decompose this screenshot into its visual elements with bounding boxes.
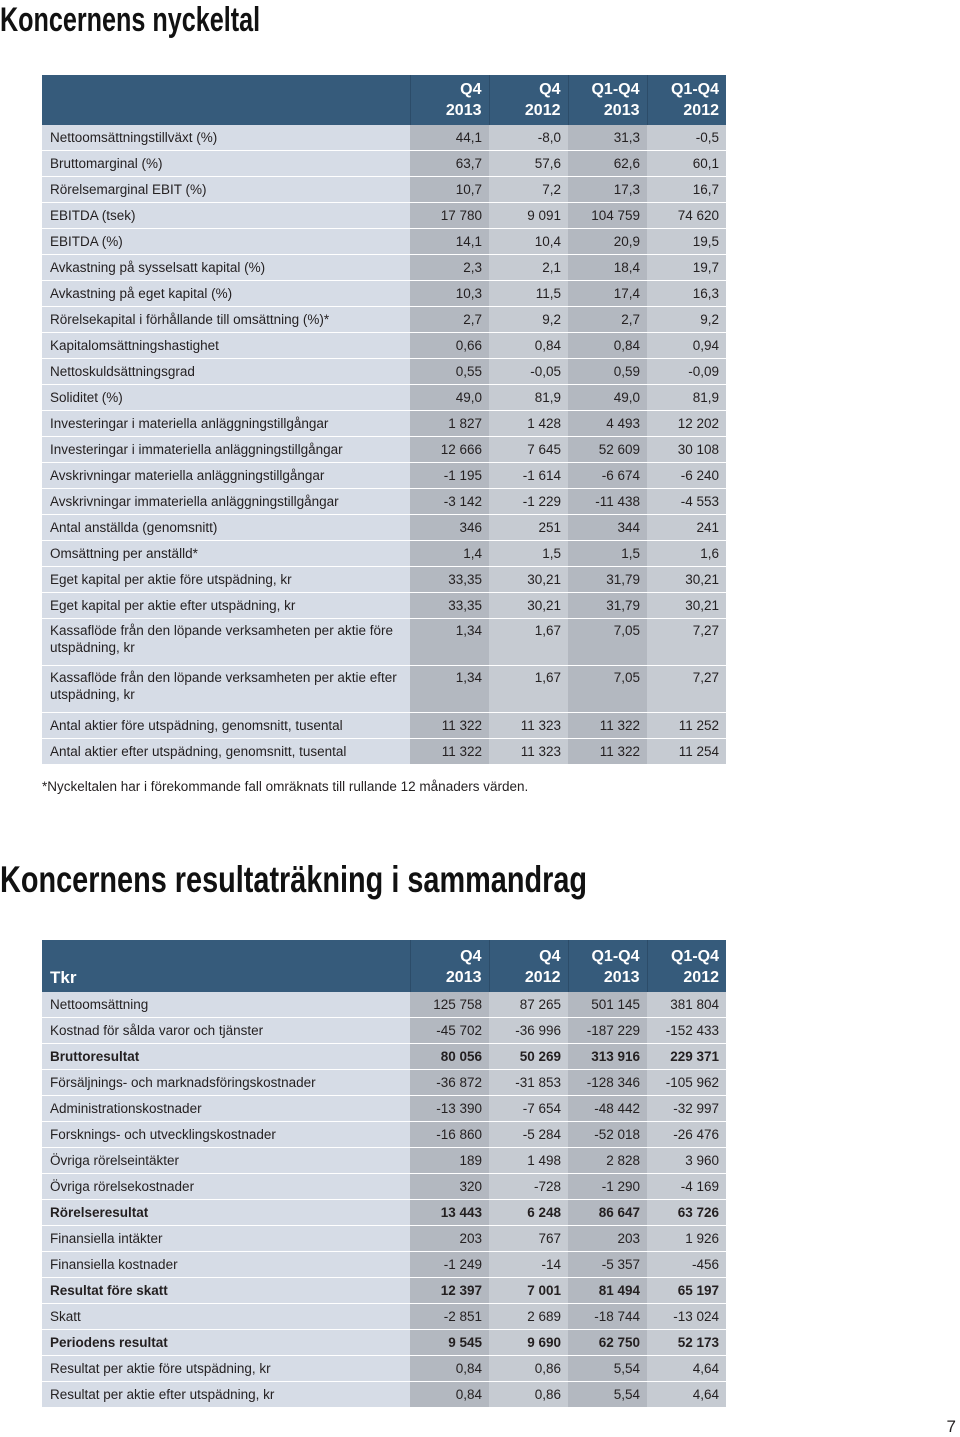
value-cell: -48 442 [568,1096,647,1122]
value-cell: -31 853 [489,1070,568,1096]
row-label: Nettoomsättningstillväxt (%) [42,125,410,151]
value-cell: 0,84 [568,333,647,359]
value-cell: -26 476 [647,1122,726,1148]
row-label: Antal aktier efter utspädning, genomsnitt, tusental [42,739,410,765]
row-label: Kassaflöde från den löpande verksamheten per aktie före utspädning, kr [42,619,410,666]
value-cell: 33,35 [410,593,489,619]
value-cell: -1 290 [568,1174,647,1200]
value-cell: 0,66 [410,333,489,359]
value-cell: 16,7 [647,177,726,203]
value-cell: 1,4 [410,541,489,567]
key-figure-row [42,515,726,541]
value-cell: -5 357 [568,1252,647,1278]
value-cell: 7,05 [568,619,647,666]
key-figure-row [42,666,726,713]
value-cell: 62 750 [568,1330,647,1356]
key-figure-row [42,541,726,567]
row-label: Bruttomarginal (%) [42,151,410,177]
value-cell: 2,3 [410,255,489,281]
value-cell: 14,1 [410,229,489,255]
value-cell: 7,27 [647,666,726,713]
value-cell: 1,34 [410,619,489,666]
value-cell: 11 322 [410,739,489,765]
value-cell: 65 197 [647,1278,726,1304]
key-figures-header-row [42,75,726,125]
row-label: Eget kapital per aktie efter utspädning, kr [42,593,410,619]
value-cell: -18 744 [568,1304,647,1330]
value-cell: 17 780 [410,203,489,229]
value-cell: 30,21 [489,567,568,593]
key-figure-row [42,359,726,385]
value-cell: 17,4 [568,281,647,307]
value-cell: 52 609 [568,437,647,463]
key-figure-row [42,463,726,489]
value-cell: 11 322 [568,713,647,739]
row-label: Soliditet (%) [42,385,410,411]
row-label: Avskrivningar immateriella anläggningstillgångar [42,489,410,515]
value-cell: 4,64 [647,1356,726,1382]
value-cell: -16 860 [410,1122,489,1148]
value-cell: 0,86 [489,1356,568,1382]
value-cell: 4,64 [647,1382,726,1408]
row-label: Avkastning på eget kapital (%) [42,281,410,307]
row-label: Övriga rörelsekostnader [42,1174,410,1200]
row-label: Kapitalomsättningshastighet [42,333,410,359]
value-cell: 74 620 [647,203,726,229]
value-cell: 7,27 [647,619,726,666]
income-row [42,1174,726,1200]
value-cell: 5,54 [568,1382,647,1408]
value-cell: -0,5 [647,125,726,151]
row-label: EBITDA (%) [42,229,410,255]
value-cell: -4 169 [647,1174,726,1200]
column-header: Q4 2012 [489,75,568,125]
value-cell: 30 108 [647,437,726,463]
value-cell: 33,35 [410,567,489,593]
value-cell: 10,3 [410,281,489,307]
value-cell: 203 [568,1226,647,1252]
value-cell: 1,67 [489,666,568,713]
value-cell: 17,3 [568,177,647,203]
value-cell: 12 666 [410,437,489,463]
column-header: Q4 2012 [489,940,568,992]
row-label: Rörelseresultat [42,1200,410,1226]
value-cell: 381 804 [647,992,726,1018]
key-figure-row [42,255,726,281]
value-cell: 31,79 [568,567,647,593]
footnote: *Nyckeltalen har i förekommande fall omräknats till rullande 12 månaders värden. [42,779,529,794]
value-cell: 57,6 [489,151,568,177]
value-cell: 2 828 [568,1148,647,1174]
key-figure-row [42,151,726,177]
value-cell: 10,4 [489,229,568,255]
value-cell: 31,3 [568,125,647,151]
row-label: Forsknings- och utvecklingskostnader [42,1122,410,1148]
income-statement-header-row [42,940,726,992]
value-cell: 12 202 [647,411,726,437]
column-header: Q1-Q4 2013 [568,75,647,125]
value-cell: 346 [410,515,489,541]
value-cell: -187 229 [568,1018,647,1044]
key-figure-row [42,125,726,151]
value-cell: 11 323 [489,739,568,765]
value-cell: 5,54 [568,1356,647,1382]
key-figure-row [42,411,726,437]
value-cell: 81,9 [647,385,726,411]
key-figure-row [42,739,726,765]
row-label: Resultat före skatt [42,1278,410,1304]
value-cell: 3 960 [647,1148,726,1174]
row-label: Periodens resultat [42,1330,410,1356]
value-cell: 1,6 [647,541,726,567]
key-figure-row [42,307,726,333]
value-cell: 9,2 [489,307,568,333]
value-cell: 13 443 [410,1200,489,1226]
value-cell: 52 173 [647,1330,726,1356]
value-cell: -7 654 [489,1096,568,1122]
value-cell: 30,21 [647,593,726,619]
value-cell: 31,79 [568,593,647,619]
value-cell: 2,7 [568,307,647,333]
value-cell: -6 674 [568,463,647,489]
value-cell: 7 001 [489,1278,568,1304]
value-cell: 30,21 [647,567,726,593]
income-row [42,1252,726,1278]
key-figure-row [42,177,726,203]
value-cell: 203 [410,1226,489,1252]
value-cell: 4 493 [568,411,647,437]
value-cell: 7 645 [489,437,568,463]
value-cell: 11 254 [647,739,726,765]
value-cell: 11 252 [647,713,726,739]
value-cell: 9 545 [410,1330,489,1356]
value-cell: -1 229 [489,489,568,515]
value-cell: 9 690 [489,1330,568,1356]
row-label: Skatt [42,1304,410,1330]
key-figure-row [42,567,726,593]
row-label: Resultat per aktie efter utspädning, kr [42,1382,410,1408]
value-cell: 44,1 [410,125,489,151]
value-cell: 104 759 [568,203,647,229]
value-cell: -0,05 [489,359,568,385]
value-cell: 767 [489,1226,568,1252]
value-cell: 6 248 [489,1200,568,1226]
row-label: Antal anställda (genomsnitt) [42,515,410,541]
column-header: Q1-Q4 2013 [568,940,647,992]
row-label: Nettoomsättning [42,992,410,1018]
value-cell: 62,6 [568,151,647,177]
key-figures-heading: Koncernens nyckeltal [0,1,261,39]
income-row [42,1018,726,1044]
value-cell: 11,5 [489,281,568,307]
value-cell: 49,0 [568,385,647,411]
income-statement-heading: Koncernens resultaträkning i sammandrag [0,859,587,900]
value-cell: -45 702 [410,1018,489,1044]
income-row [42,1044,726,1070]
income-row [42,1070,726,1096]
value-cell: 1,5 [568,541,647,567]
column-header: Q1-Q4 2012 [647,75,726,125]
row-label: Avskrivningar materiella anläggningstillgångar [42,463,410,489]
income-row [42,1122,726,1148]
value-cell: 9 091 [489,203,568,229]
value-cell: 81,9 [489,385,568,411]
value-cell: 11 322 [410,713,489,739]
value-cell: 60,1 [647,151,726,177]
row-label: Omsättning per anställd* [42,541,410,567]
value-cell: 11 322 [568,739,647,765]
value-cell: -4 553 [647,489,726,515]
value-cell: 1 926 [647,1226,726,1252]
value-cell: 10,7 [410,177,489,203]
value-cell: 0,55 [410,359,489,385]
key-figure-row [42,229,726,255]
value-cell: -1 614 [489,463,568,489]
value-cell: 7,2 [489,177,568,203]
income-row [42,1278,726,1304]
value-cell: -728 [489,1174,568,1200]
income-row [42,1226,726,1252]
value-cell: 0,59 [568,359,647,385]
row-label: Kostnad för sålda varor och tjänster [42,1018,410,1044]
label-column-header [42,75,410,125]
value-cell: 1,34 [410,666,489,713]
value-cell: 1 428 [489,411,568,437]
row-label: Antal aktier före utspädning, genomsnitt, tusental [42,713,410,739]
value-cell: 0,94 [647,333,726,359]
value-cell: 87 265 [489,992,568,1018]
value-cell: 501 145 [568,992,647,1018]
value-cell: 241 [647,515,726,541]
value-cell: 125 758 [410,992,489,1018]
value-cell: -3 142 [410,489,489,515]
key-figure-row [42,713,726,739]
value-cell: -52 018 [568,1122,647,1148]
value-cell: -2 851 [410,1304,489,1330]
income-row [42,1382,726,1408]
value-cell: 1 498 [489,1148,568,1174]
value-cell: 0,84 [410,1382,489,1408]
value-cell: 12 397 [410,1278,489,1304]
value-cell: -456 [647,1252,726,1278]
value-cell: -32 997 [647,1096,726,1122]
value-cell: 49,0 [410,385,489,411]
row-label: Avkastning på sysselsatt kapital (%) [42,255,410,281]
value-cell: 11 323 [489,713,568,739]
value-cell: 19,7 [647,255,726,281]
value-cell: 2,7 [410,307,489,333]
key-figure-row [42,281,726,307]
value-cell: 63,7 [410,151,489,177]
column-header: Q4 2013 [410,75,489,125]
column-header: Q1-Q4 2012 [647,940,726,992]
value-cell: -5 284 [489,1122,568,1148]
value-cell: 63 726 [647,1200,726,1226]
value-cell: -14 [489,1252,568,1278]
value-cell: 81 494 [568,1278,647,1304]
value-cell: 20,9 [568,229,647,255]
value-cell: -152 433 [647,1018,726,1044]
value-cell: 1 827 [410,411,489,437]
value-cell: 30,21 [489,593,568,619]
key-figure-row [42,593,726,619]
column-header: Q4 2013 [410,940,489,992]
value-cell: -36 996 [489,1018,568,1044]
key-figure-row [42,385,726,411]
value-cell: 7,05 [568,666,647,713]
value-cell: 2 689 [489,1304,568,1330]
value-cell: 86 647 [568,1200,647,1226]
row-label: Administrationskostnader [42,1096,410,1122]
key-figure-row [42,619,726,666]
value-cell: 229 371 [647,1044,726,1070]
value-cell: 2,1 [489,255,568,281]
value-cell: -13 024 [647,1304,726,1330]
value-cell: -13 390 [410,1096,489,1122]
row-label: Kassaflöde från den löpande verksamheten per aktie efter utspädning, kr [42,666,410,713]
row-label: Rörelsemarginal EBIT (%) [42,177,410,203]
value-cell: 50 269 [489,1044,568,1070]
value-cell: 80 056 [410,1044,489,1070]
value-cell: -11 438 [568,489,647,515]
key-figure-row [42,333,726,359]
value-cell: 9,2 [647,307,726,333]
income-row [42,1304,726,1330]
value-cell: 0,84 [410,1356,489,1382]
value-cell: 18,4 [568,255,647,281]
key-figure-row [42,437,726,463]
income-row [42,1200,726,1226]
income-row [42,992,726,1018]
row-label: Rörelsekapital i förhållande till omsättning (%)* [42,307,410,333]
key-figure-row [42,203,726,229]
row-label: Investeringar i immateriella anläggningstillgångar [42,437,410,463]
value-cell: 344 [568,515,647,541]
value-cell: 189 [410,1148,489,1174]
row-label: EBITDA (tsek) [42,203,410,229]
row-label: Resultat per aktie före utspädning, kr [42,1356,410,1382]
value-cell: -36 872 [410,1070,489,1096]
row-label: Övriga rörelseintäkter [42,1148,410,1174]
income-row [42,1148,726,1174]
value-cell: -128 346 [568,1070,647,1096]
row-label: Bruttoresultat [42,1044,410,1070]
value-cell: -105 962 [647,1070,726,1096]
unit-label: Tkr [42,940,410,992]
value-cell: 0,84 [489,333,568,359]
value-cell: -1 249 [410,1252,489,1278]
value-cell: 1,67 [489,619,568,666]
income-row [42,1330,726,1356]
row-label: Finansiella kostnader [42,1252,410,1278]
income-statement-table [42,940,726,1408]
row-label: Nettoskuldsättningsgrad [42,359,410,385]
value-cell: -1 195 [410,463,489,489]
value-cell: -8,0 [489,125,568,151]
value-cell: 19,5 [647,229,726,255]
value-cell: 320 [410,1174,489,1200]
key-figure-row [42,489,726,515]
value-cell: 0,86 [489,1382,568,1408]
value-cell: 16,3 [647,281,726,307]
row-label: Eget kapital per aktie före utspädning, kr [42,567,410,593]
value-cell: 251 [489,515,568,541]
value-cell: 313 916 [568,1044,647,1070]
income-row [42,1096,726,1122]
row-label: Försäljnings- och marknadsföringskostnader [42,1070,410,1096]
row-label: Investeringar i materiella anläggningstillgångar [42,411,410,437]
key-figures-table [42,75,726,765]
value-cell: -0,09 [647,359,726,385]
income-row [42,1356,726,1382]
value-cell: -6 240 [647,463,726,489]
page-number: 7 [946,1417,956,1436]
row-label: Finansiella intäkter [42,1226,410,1252]
value-cell: 1,5 [489,541,568,567]
